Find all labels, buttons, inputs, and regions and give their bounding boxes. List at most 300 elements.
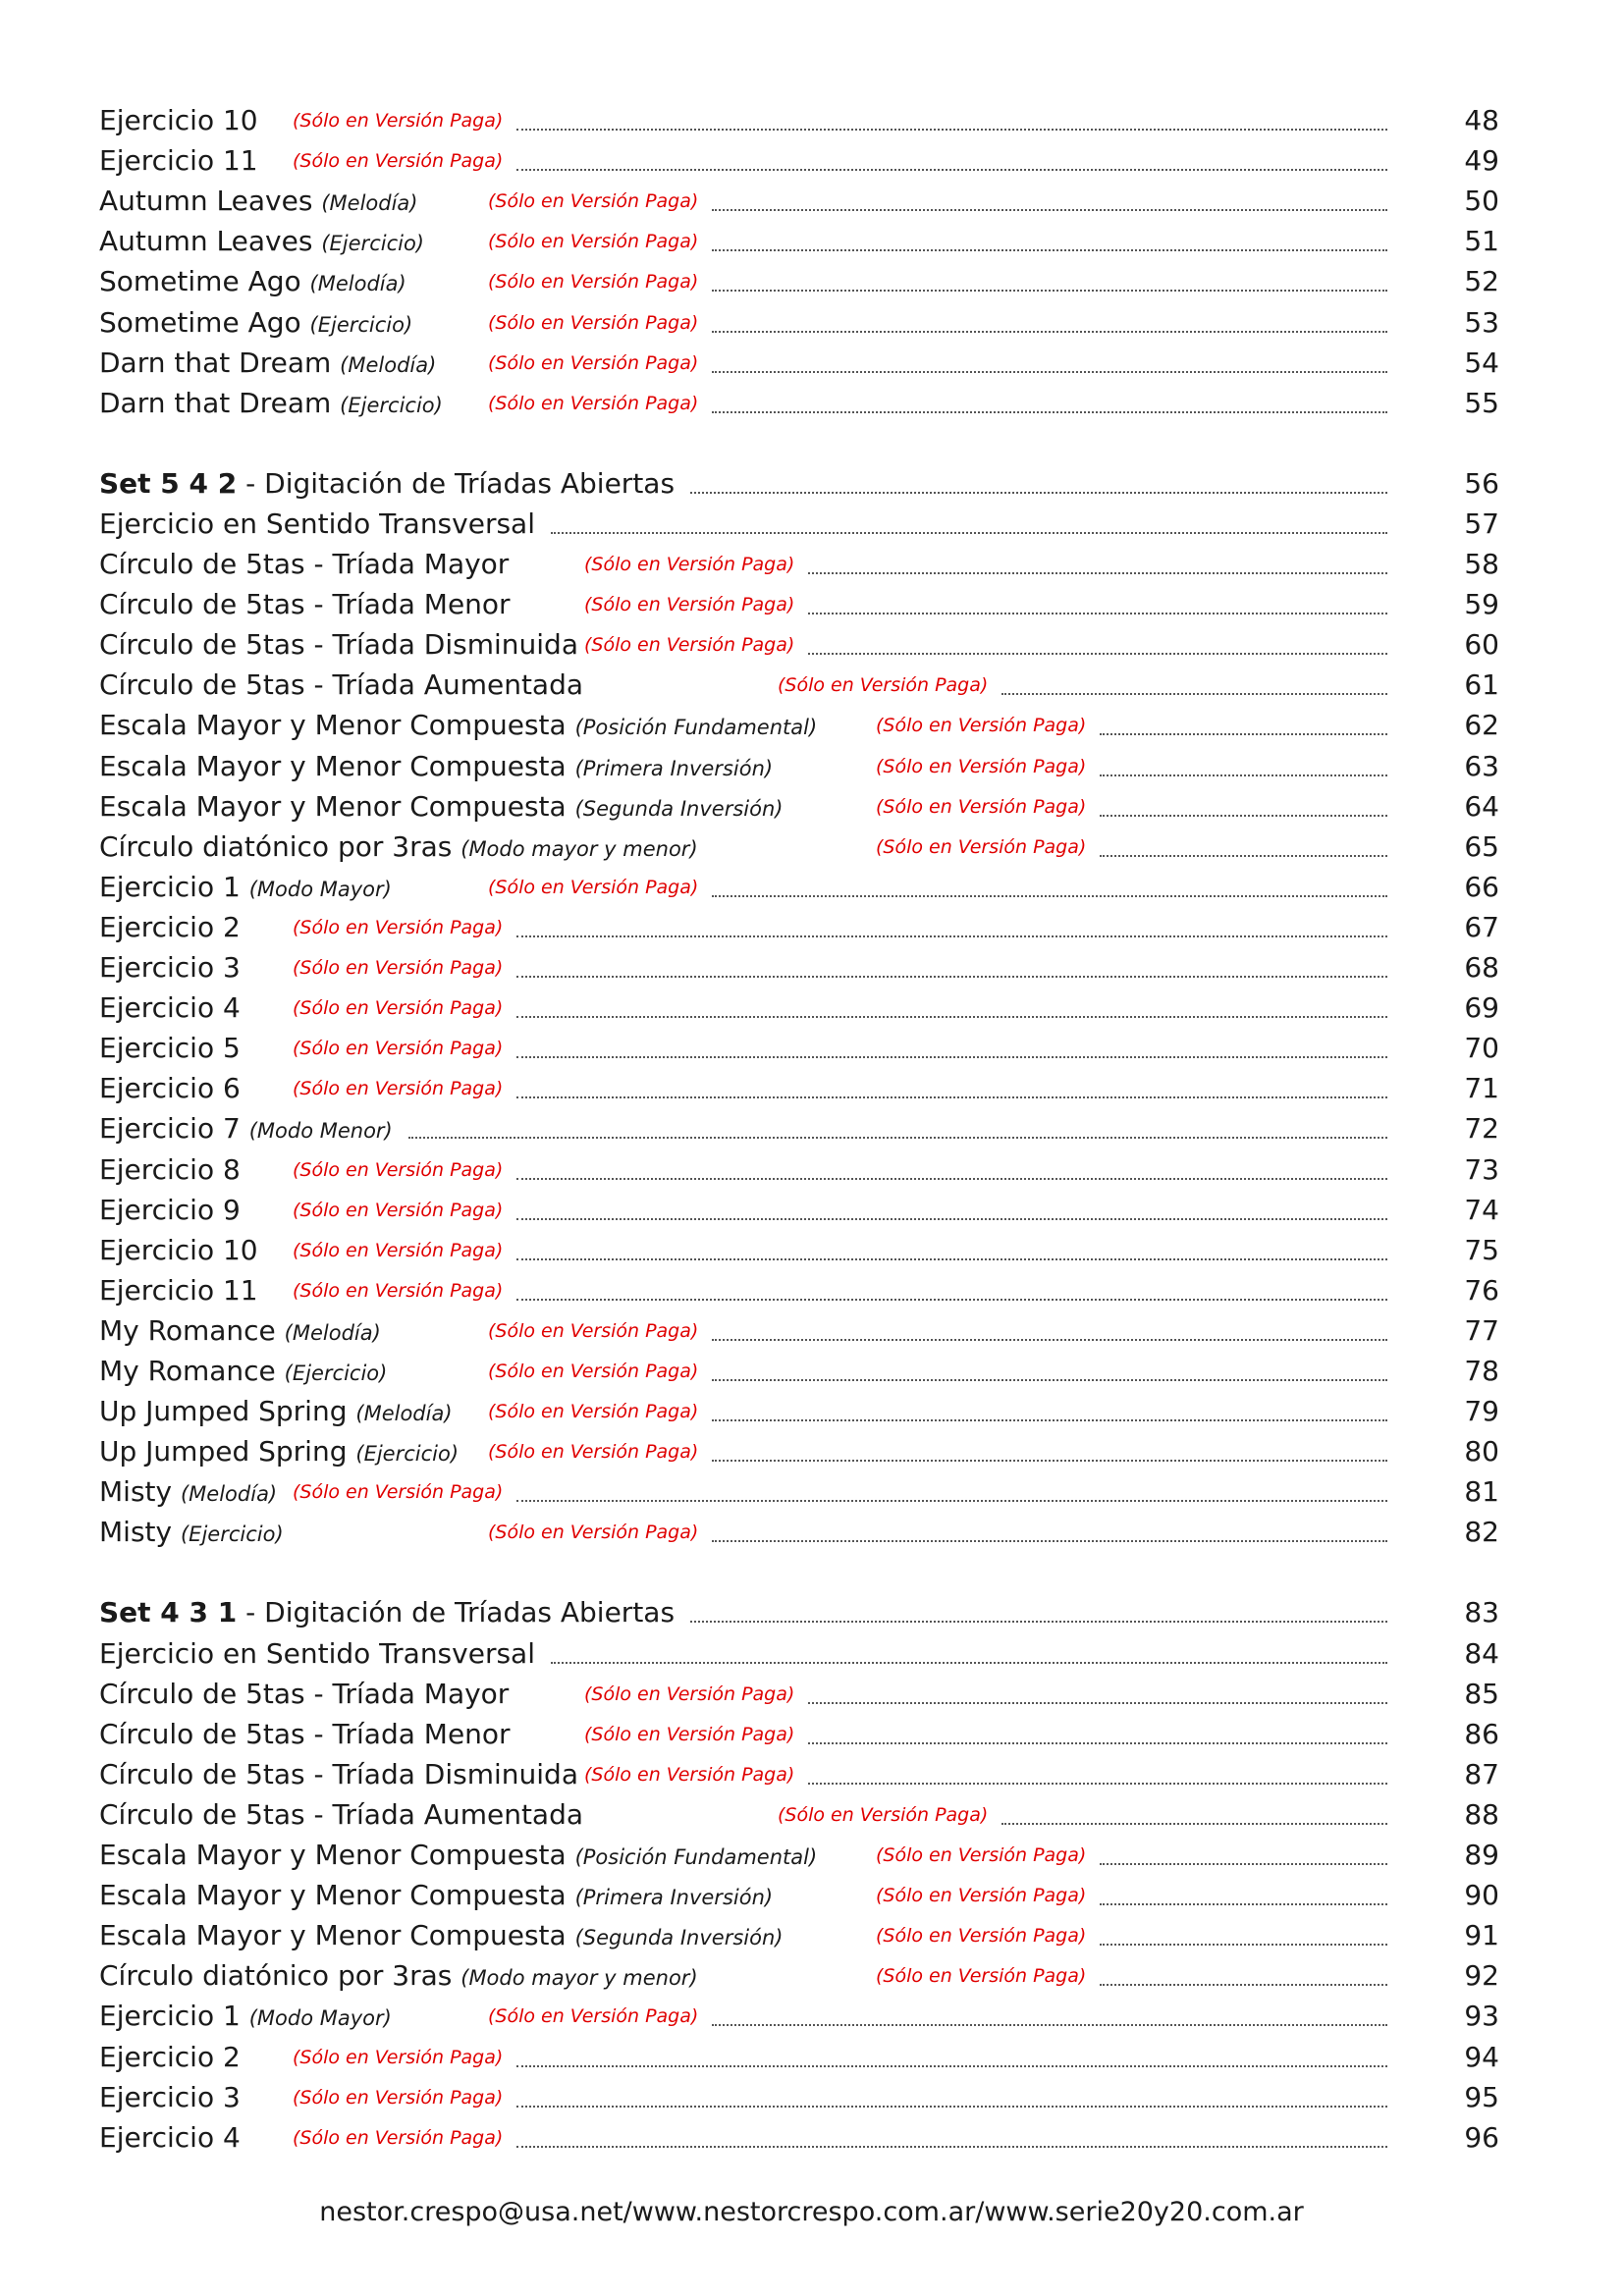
toc-page-number: 67	[1464, 911, 1499, 943]
toc-entry-subtitle: (Ejercicio)	[355, 1442, 460, 1466]
toc-entry-text: Ejercicio 3	[99, 2081, 241, 2113]
toc-entry-text: Ejercicio 11	[99, 144, 258, 177]
paid-version-note: (Sólo en Versión Paga)	[293, 2127, 504, 2149]
paid-version-note: (Sólo en Versión Paga)	[488, 1441, 699, 1463]
toc-row[interactable]	[0, 787, 1623, 827]
toc-row[interactable]	[0, 625, 1623, 665]
paid-version-note: (Sólo en Versión Paga)	[293, 1200, 504, 1221]
toc-page-number: 58	[1464, 548, 1499, 580]
toc-entry-title	[99, 101, 258, 140]
toc-entry-text: Ejercicio en Sentido Transversal	[99, 1637, 535, 1670]
toc-entry-text: Ejercicio 11	[99, 1274, 258, 1307]
toc-entry-text: Círculo de 5tas - Tríada Aumentada	[99, 1798, 584, 1831]
toc-entry-title	[99, 1876, 773, 1915]
dotted-leader	[516, 2065, 1387, 2067]
dotted-leader	[516, 976, 1387, 978]
toc-entry-title	[99, 1069, 241, 1108]
toc-row[interactable]	[0, 1150, 1623, 1190]
toc-row[interactable]	[0, 1715, 1623, 1754]
toc-entry-text: Escala Mayor y Menor Compuesta	[99, 1839, 567, 1871]
toc-entry-title	[99, 1593, 675, 1632]
toc-page-number: 75	[1464, 1234, 1499, 1266]
toc-page-number: 69	[1464, 991, 1499, 1024]
paid-version-note: (Sólo en Versión Paga)	[293, 1078, 504, 1099]
paid-version-note: (Sólo en Versión Paga)	[293, 1159, 504, 1181]
toc-entry-text: Misty	[99, 1516, 173, 1548]
toc-entry-text: Ejercicio 8	[99, 1153, 241, 1186]
toc-entry-title	[99, 344, 436, 383]
dotted-leader	[516, 1016, 1387, 1018]
toc-entry-text: Ejercicio 4	[99, 991, 241, 1024]
toc-entry-title	[99, 464, 675, 504]
toc-page-number: 70	[1464, 1032, 1499, 1064]
toc-row[interactable]	[0, 1352, 1623, 1391]
toc-entry-text: - Digitación de Tríadas Abiertas	[237, 467, 676, 500]
toc-entry-title	[99, 1997, 392, 2036]
toc-entry-title	[99, 666, 583, 705]
toc-row[interactable]	[0, 666, 1623, 705]
section-set-label: Set 4 3 1	[99, 1596, 238, 1629]
toc-page-number: 89	[1464, 1839, 1499, 1871]
toc-entry-text: Ejercicio 1	[99, 2000, 241, 2032]
toc-entry-title	[99, 262, 406, 301]
toc-page-number: 51	[1464, 225, 1499, 257]
toc-entry-title	[99, 505, 535, 544]
dotted-leader	[1100, 815, 1387, 817]
toc-page-number: 64	[1464, 790, 1499, 823]
toc-row[interactable]	[0, 1029, 1623, 1068]
dotted-leader	[516, 169, 1387, 171]
toc-entry-subtitle: (Modo mayor y menor)	[460, 837, 698, 861]
paid-version-note: (Sólo en Versión Paga)	[876, 756, 1087, 777]
toc-entry-text: Ejercicio 4	[99, 2121, 241, 2154]
paid-version-note: (Sólo en Versión Paga)	[488, 1361, 699, 1382]
toc-entry-subtitle: (Melodía)	[355, 1402, 453, 1425]
toc-page-number: 93	[1464, 2000, 1499, 2032]
toc-entry-subtitle: (Melodía)	[340, 353, 437, 377]
dotted-leader	[516, 1096, 1387, 1098]
dotted-leader	[1100, 1984, 1387, 1986]
toc-page-number: 57	[1464, 507, 1499, 540]
toc-row[interactable]	[0, 1231, 1623, 1270]
toc-entry-title	[99, 1029, 241, 1068]
toc-entry-text: Círculo diatónico por 3ras	[99, 830, 453, 863]
paid-version-note: (Sólo en Versión Paga)	[584, 594, 795, 615]
toc-row[interactable]	[0, 988, 1623, 1028]
toc-entry-title	[99, 1231, 258, 1270]
toc-entry-text: Círculo de 5tas - Tríada Menor	[99, 1718, 511, 1750]
toc-page-number: 49	[1464, 144, 1499, 177]
toc-row[interactable]	[0, 2118, 1623, 2158]
toc-entry-title	[99, 1392, 453, 1431]
toc-row[interactable]	[0, 1392, 1623, 1431]
toc-entry-text: Escala Mayor y Menor Compuesta	[99, 1919, 567, 1951]
toc-row[interactable]	[0, 1513, 1623, 1552]
toc-entry-text: Ejercicio 9	[99, 1194, 241, 1226]
toc-entry-title	[99, 141, 258, 181]
dotted-leader	[712, 1379, 1387, 1381]
dotted-leader	[712, 249, 1387, 251]
dotted-leader	[516, 2106, 1387, 2108]
toc-row[interactable]	[0, 344, 1623, 383]
paid-version-note: (Sólo en Versión Paga)	[488, 1401, 699, 1422]
toc-page-number: 63	[1464, 750, 1499, 782]
paid-version-note: (Sólo en Versión Paga)	[293, 957, 504, 979]
toc-entry-title	[99, 1634, 535, 1674]
toc-entry-text: Escala Mayor y Menor Compuesta	[99, 1879, 567, 1911]
toc-entry-subtitle: (Primera Inversión)	[574, 1886, 774, 1909]
toc-row[interactable]	[0, 1634, 1623, 1674]
paid-version-note: (Sólo en Versión Paga)	[488, 352, 699, 374]
toc-row[interactable]	[0, 262, 1623, 301]
toc-row[interactable]	[0, 1311, 1623, 1351]
toc-entry-text: Círculo de 5tas - Tríada Menor	[99, 588, 511, 620]
toc-page-number: 48	[1464, 104, 1499, 136]
paid-version-note: (Sólo en Versión Paga)	[584, 1724, 795, 1745]
toc-entry-title	[99, 585, 511, 624]
dotted-leader	[1100, 1944, 1387, 1946]
toc-entry-subtitle: (Ejercicio)	[340, 394, 443, 417]
toc-page-number: 73	[1464, 1153, 1499, 1186]
toc-page-number: 71	[1464, 1072, 1499, 1104]
paid-version-note: (Sólo en Versión Paga)	[293, 1280, 504, 1302]
toc-row[interactable]	[0, 1795, 1623, 1835]
toc-entry-title	[99, 1432, 459, 1471]
toc-entry-title	[99, 948, 241, 988]
dotted-leader	[712, 2024, 1387, 2026]
toc-row[interactable]	[0, 141, 1623, 181]
toc-entry-text: Círculo de 5tas - Tríada Mayor	[99, 1678, 510, 1710]
paid-version-note: (Sólo en Versión Paga)	[876, 796, 1087, 818]
toc-entry-subtitle: (Posición Fundamental)	[574, 716, 818, 739]
toc-entry-text: Escala Mayor y Menor Compuesta	[99, 709, 567, 741]
toc-page-number: 61	[1464, 668, 1499, 701]
toc-page-number: 50	[1464, 185, 1499, 217]
dotted-leader	[712, 209, 1387, 211]
toc-entry-subtitle: (Melodía)	[321, 191, 418, 215]
toc-entry-title	[99, 1109, 393, 1148]
toc-entry-text: Escala Mayor y Menor Compuesta	[99, 750, 567, 782]
toc-entry-text: Ejercicio en Sentido Transversal	[99, 507, 535, 540]
toc-entry-title	[99, 2118, 241, 2158]
paid-version-note: (Sólo en Versión Paga)	[876, 715, 1087, 736]
toc-page-number: 92	[1464, 1959, 1499, 1992]
dotted-leader	[808, 1783, 1387, 1785]
toc-entry-text: Círculo de 5tas - Tríada Disminuida	[99, 628, 578, 661]
toc-entry-title	[99, 1271, 258, 1310]
toc-entry-subtitle: (Posición Fundamental)	[574, 1845, 818, 1869]
toc-page-number: 87	[1464, 1758, 1499, 1790]
dotted-leader	[1100, 774, 1387, 776]
toc-entry-title	[99, 1715, 511, 1754]
toc-entry-text: Ejercicio 2	[99, 911, 241, 943]
toc-page-number: 91	[1464, 1919, 1499, 1951]
toc-page-number: 84	[1464, 1637, 1499, 1670]
toc-entry-title	[99, 908, 241, 947]
dotted-leader	[712, 411, 1387, 413]
toc-page-number: 52	[1464, 265, 1499, 297]
toc-row[interactable]	[0, 384, 1623, 423]
toc-row[interactable]	[0, 868, 1623, 907]
toc-entry-subtitle: (Segunda Inversión)	[574, 797, 784, 821]
toc-entry-title	[99, 1150, 241, 1190]
toc-row[interactable]	[0, 1069, 1623, 1108]
paid-version-note: (Sólo en Versión Paga)	[876, 1844, 1087, 1866]
paid-version-note: (Sólo en Versión Paga)	[488, 231, 699, 252]
toc-entry-text: Up Jumped Spring	[99, 1435, 348, 1468]
toc-entry-title	[99, 1472, 277, 1512]
dotted-leader	[516, 1178, 1387, 1180]
toc-row[interactable]	[0, 2078, 1623, 2117]
dotted-leader	[1001, 693, 1387, 695]
dotted-leader	[516, 1218, 1387, 1220]
toc-page-number: 60	[1464, 628, 1499, 661]
toc-row[interactable]	[0, 706, 1623, 745]
dotted-leader	[1100, 1903, 1387, 1905]
toc-entry-title	[99, 828, 698, 867]
dotted-leader	[690, 492, 1387, 494]
toc-entry-title	[99, 384, 443, 423]
toc-entry-title	[99, 222, 424, 261]
toc-entry-title	[99, 1916, 783, 1955]
dotted-leader	[712, 290, 1387, 292]
page-footer	[0, 2197, 1623, 2227]
dotted-leader	[516, 129, 1387, 131]
toc-page-number: 77	[1464, 1314, 1499, 1347]
toc-page-number: 53	[1464, 306, 1499, 339]
paid-version-note: (Sólo en Versión Paga)	[488, 2005, 699, 2027]
toc-entry-text: Autumn Leaves	[99, 185, 313, 217]
toc-page-number: 80	[1464, 1435, 1499, 1468]
toc-entry-title	[99, 625, 578, 665]
toc-entry-text: Círculo de 5tas - Tríada Disminuida	[99, 1758, 578, 1790]
toc-page-number: 56	[1464, 467, 1499, 500]
toc-entry-text: Círculo de 5tas - Tríada Mayor	[99, 548, 510, 580]
toc-page-number: 74	[1464, 1194, 1499, 1226]
paid-version-note: (Sólo en Versión Paga)	[293, 2047, 504, 2068]
toc-page-number: 90	[1464, 1879, 1499, 1911]
toc-row[interactable]	[0, 464, 1623, 504]
dotted-leader	[1100, 1863, 1387, 1865]
toc-entry-title	[99, 988, 241, 1028]
toc-page-number: 95	[1464, 2081, 1499, 2113]
toc-entry-text: Ejercicio 3	[99, 951, 241, 984]
dotted-leader	[1100, 855, 1387, 857]
toc-entry-subtitle: (Modo mayor y menor)	[460, 1966, 698, 1990]
toc-row[interactable]	[0, 948, 1623, 988]
paid-version-note: (Sólo en Versión Paga)	[584, 554, 795, 575]
dotted-leader	[808, 613, 1387, 614]
toc-row[interactable]	[0, 1836, 1623, 1875]
toc-entry-title	[99, 868, 392, 907]
toc-page-number: 94	[1464, 2041, 1499, 2073]
toc-entry-subtitle: (Modo Menor)	[248, 1119, 393, 1143]
paid-version-note: (Sólo en Versión Paga)	[293, 110, 504, 132]
dotted-leader	[516, 1299, 1387, 1301]
section-set-label: Set 5 4 2	[99, 467, 238, 500]
dotted-leader	[808, 1702, 1387, 1704]
toc-row[interactable]	[0, 747, 1623, 786]
footer-separator: /	[622, 2197, 632, 2227]
footer-email[interactable]: nestor.crespo@usa.net	[319, 2197, 623, 2227]
paid-version-note: (Sólo en Versión Paga)	[876, 1885, 1087, 1906]
toc-row[interactable]	[0, 545, 1623, 584]
toc-row[interactable]	[0, 1271, 1623, 1310]
toc-page-number: 83	[1464, 1596, 1499, 1629]
paid-version-note: (Sólo en Versión Paga)	[293, 150, 504, 172]
paid-version-note: (Sólo en Versión Paga)	[293, 1038, 504, 1059]
toc-row[interactable]	[0, 1755, 1623, 1794]
toc-entry-text: Ejercicio 10	[99, 1234, 258, 1266]
toc-entry-subtitle: (Melodía)	[284, 1321, 381, 1345]
toc-page-number: 86	[1464, 1718, 1499, 1750]
toc-row[interactable]	[0, 2038, 1623, 2077]
toc-row[interactable]	[0, 1191, 1623, 1230]
dotted-leader	[808, 572, 1387, 574]
dotted-leader	[690, 1621, 1387, 1623]
paid-version-note: (Sólo en Versión Paga)	[488, 312, 699, 334]
dotted-leader	[712, 331, 1387, 333]
toc-row[interactable]	[0, 1432, 1623, 1471]
toc-entry-subtitle: (Modo Mayor)	[248, 878, 392, 901]
toc-entry-title	[99, 1191, 241, 1230]
toc-entry-title	[99, 1956, 698, 1996]
toc-page-number: 81	[1464, 1475, 1499, 1508]
toc-row[interactable]	[0, 1675, 1623, 1714]
paid-version-note: (Sólo en Versión Paga)	[488, 1522, 699, 1543]
toc-entry-text: Círculo de 5tas - Tríada Aumentada	[99, 668, 584, 701]
toc-page-number: 59	[1464, 588, 1499, 620]
dotted-leader	[808, 1742, 1387, 1744]
toc-page-number: 54	[1464, 347, 1499, 379]
dotted-leader	[551, 532, 1387, 534]
toc-entry-subtitle: (Primera Inversión)	[574, 757, 774, 780]
dotted-leader	[712, 371, 1387, 373]
paid-version-note: (Sólo en Versión Paga)	[293, 1240, 504, 1261]
dotted-leader	[551, 1662, 1387, 1664]
toc-entry-title	[99, 1755, 578, 1794]
dotted-leader	[516, 1500, 1387, 1502]
paid-version-note: (Sólo en Versión Paga)	[488, 271, 699, 293]
toc-row[interactable]	[0, 908, 1623, 947]
toc-row[interactable]	[0, 222, 1623, 261]
toc-row[interactable]	[0, 1593, 1623, 1632]
toc-entry-text: Autumn Leaves	[99, 225, 313, 257]
toc-row[interactable]	[0, 1916, 1623, 1955]
paid-version-note: (Sólo en Versión Paga)	[876, 1965, 1087, 1987]
toc-entry-text: Misty	[99, 1475, 173, 1508]
dotted-leader	[516, 935, 1387, 937]
toc-entry-text: Sometime Ago	[99, 306, 301, 339]
toc-entry-title	[99, 1675, 509, 1714]
toc-entry-subtitle: (Ejercicio)	[284, 1362, 388, 1385]
dotted-leader	[712, 1460, 1387, 1462]
toc-entry-subtitle: (Melodía)	[309, 272, 406, 295]
toc-entry-subtitle: (Modo Mayor)	[248, 2006, 392, 2030]
toc-entry-text: Círculo diatónico por 3ras	[99, 1959, 453, 1992]
dotted-leader	[712, 895, 1387, 897]
toc-entry-title	[99, 1513, 284, 1552]
dotted-leader	[408, 1137, 1387, 1139]
toc-entry-text: Ejercicio 7	[99, 1112, 241, 1145]
toc-page-number: 88	[1464, 1798, 1499, 1831]
toc-entry-title	[99, 182, 417, 221]
paid-version-note: (Sólo en Versión Paga)	[293, 1481, 504, 1503]
dotted-leader	[1001, 1823, 1387, 1825]
toc-entry-text: Ejercicio 6	[99, 1072, 241, 1104]
paid-version-note: (Sólo en Versión Paga)	[293, 997, 504, 1019]
dotted-leader	[1100, 733, 1387, 735]
toc-page-number: 78	[1464, 1355, 1499, 1387]
toc-row[interactable]	[0, 1472, 1623, 1512]
toc-entry-text: Darn that Dream	[99, 347, 332, 379]
toc-row[interactable]	[0, 505, 1623, 544]
toc-entry-subtitle: (Ejercicio)	[321, 232, 424, 255]
toc-entry-title	[99, 1836, 817, 1875]
toc-entry-text: Ejercicio 1	[99, 871, 241, 903]
dotted-leader	[712, 1540, 1387, 1542]
toc-row[interactable]	[0, 303, 1623, 343]
dotted-leader	[712, 1419, 1387, 1421]
toc-row[interactable]	[0, 1109, 1623, 1148]
paid-version-note: (Sólo en Versión Paga)	[488, 877, 699, 898]
paid-version-note: (Sólo en Versión Paga)	[876, 836, 1087, 858]
toc-page-number: 85	[1464, 1678, 1499, 1710]
toc-entry-text: - Digitación de Tríadas Abiertas	[237, 1596, 676, 1629]
toc-page-number: 79	[1464, 1395, 1499, 1427]
toc-row[interactable]	[0, 585, 1623, 624]
footer-website-2[interactable]: www.serie20y20.com.ar	[984, 2197, 1304, 2227]
toc-entry-title	[99, 1352, 387, 1391]
toc-entry-title	[99, 706, 817, 745]
toc-row[interactable]	[0, 101, 1623, 140]
toc-page-number: 66	[1464, 871, 1499, 903]
footer-website-1[interactable]: www.nestorcrespo.com.ar	[631, 2197, 976, 2227]
toc-row[interactable]	[0, 182, 1623, 221]
toc-row[interactable]	[0, 1997, 1623, 2036]
toc-page-number: 72	[1464, 1112, 1499, 1145]
toc-page-number: 96	[1464, 2121, 1499, 2154]
toc-entry-subtitle: (Melodía)	[180, 1482, 278, 1506]
toc-entry-subtitle: (Ejercicio)	[309, 313, 413, 337]
dotted-leader	[712, 1339, 1387, 1341]
toc-entry-text: My Romance	[99, 1314, 276, 1347]
toc-row[interactable]	[0, 1876, 1623, 1915]
toc-entry-title	[99, 2038, 241, 2077]
paid-version-note: (Sólo en Versión Paga)	[778, 674, 989, 696]
paid-version-note: (Sólo en Versión Paga)	[584, 1764, 795, 1786]
toc-entry-title	[99, 2078, 241, 2117]
paid-version-note: (Sólo en Versión Paga)	[584, 634, 795, 656]
paid-version-note: (Sólo en Versión Paga)	[584, 1683, 795, 1705]
toc-entry-title	[99, 545, 509, 584]
toc-row[interactable]	[0, 1956, 1623, 1996]
dotted-leader	[516, 1056, 1387, 1058]
paid-version-note: (Sólo en Versión Paga)	[293, 2087, 504, 2109]
toc-page-number: 65	[1464, 830, 1499, 863]
toc-row[interactable]	[0, 828, 1623, 867]
paid-version-note: (Sólo en Versión Paga)	[293, 917, 504, 938]
toc-page-number: 68	[1464, 951, 1499, 984]
toc-entry-text: Ejercicio 10	[99, 104, 258, 136]
toc-page-number: 76	[1464, 1274, 1499, 1307]
paid-version-note: (Sólo en Versión Paga)	[778, 1804, 989, 1826]
footer-separator: /	[975, 2197, 985, 2227]
toc-entry-title	[99, 303, 412, 343]
toc-entry-text: Up Jumped Spring	[99, 1395, 348, 1427]
toc-entry-text: Darn that Dream	[99, 387, 332, 419]
dotted-leader	[516, 2146, 1387, 2148]
